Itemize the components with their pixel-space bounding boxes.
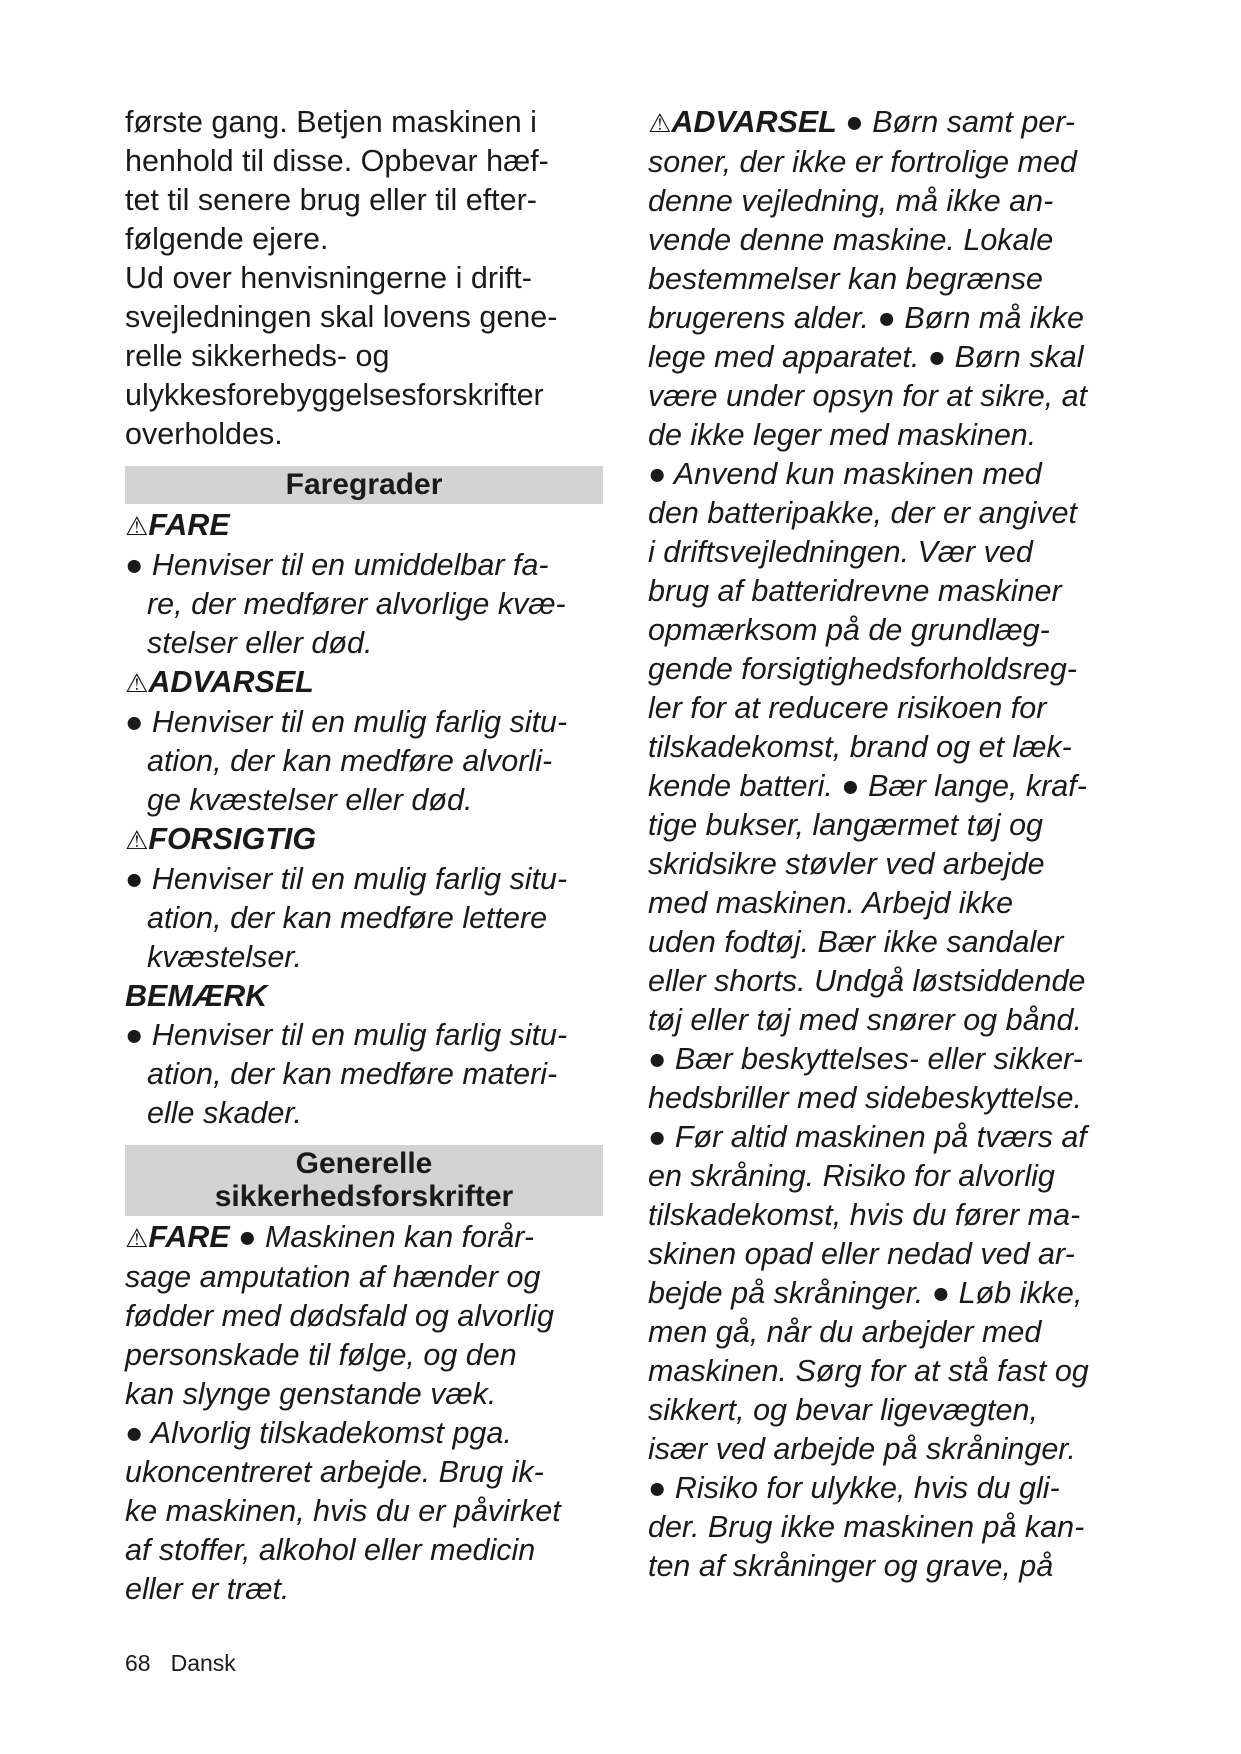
text-line: tøj eller tøj med snører og bånd. (648, 1003, 1082, 1037)
warning-triangle-icon: ⚠ (125, 1223, 149, 1253)
text-line: elle skader. (147, 1096, 302, 1130)
text-line: Ud over henvisningerne i drift- (125, 261, 532, 295)
text-line: brugerens alder. ● Børn må ikke (648, 301, 1084, 335)
text-line: stelser eller død. (147, 626, 373, 660)
text-line: ten af skråninger og grave, på (648, 1549, 1054, 1583)
section-heading-general-safety (125, 1145, 603, 1216)
advarsel-label: ⚠ADVARSEL (125, 665, 314, 699)
text-line: kende batteri. ● Bær lange, kraf- (648, 769, 1087, 803)
text-line: den batteripakke, der er angivet (648, 496, 1077, 530)
text-line: ke maskinen, hvis du er påvirket (125, 1494, 561, 1528)
text-line: sikkert, og bevar ligevægten, (648, 1393, 1038, 1427)
text-line: relle sikkerheds- og (125, 339, 390, 373)
page-footer (125, 1650, 256, 1677)
fare-label: ⚠FARE (125, 508, 230, 542)
text-line: soner, der ikke er fortrolige med (648, 145, 1077, 179)
text-line: kvæstelser. (147, 940, 302, 974)
text-line: opmærksom på de grundlæg- (648, 613, 1050, 647)
text-line: bestemmelser kan begrænse (648, 262, 1043, 296)
text-line: ukoncentreret arbejde. Brug ik- (125, 1455, 544, 1489)
text-line: tilskadekomst, brand og et læk- (648, 730, 1072, 764)
text-line: overholdes. (125, 417, 283, 451)
section-heading-faregrader: Faregrader (125, 466, 603, 504)
text-line: sage amputation af hænder og (125, 1260, 541, 1294)
text-line: kan slynge genstande væk. (125, 1377, 497, 1411)
heading-line: Generelle (295, 1147, 433, 1180)
text-line: ⚠ADVARSEL ● Børn samt per- (648, 105, 1076, 139)
warning-triangle-icon: ⚠ (125, 511, 149, 541)
text-line: første gang. Betjen maskinen i (125, 105, 537, 139)
intro-paragraph (125, 103, 603, 454)
text-line: af stoffer, alkohol eller medicin (125, 1533, 536, 1567)
text-line: være under opsyn for at sikre, at (648, 379, 1088, 413)
text-line: lege med apparatet. ● Børn skal (648, 340, 1084, 374)
fare-description (125, 546, 603, 663)
text-line: ⚠FARE ● Maskinen kan forår- (125, 1220, 535, 1254)
text-line: hedsbriller med sidebeskyttelse. (648, 1081, 1082, 1115)
text-line: en skråning. Risiko for alvorlig (648, 1159, 1055, 1193)
text-line: ● Risiko for ulykke, hvis du gli- (648, 1471, 1060, 1505)
warning-triangle-icon: ⚠ (125, 825, 149, 855)
warning-triangle-icon: ⚠ (125, 668, 149, 698)
right-column (648, 103, 1126, 1586)
text-line: re, der medfører alvorlige kvæ- (147, 587, 566, 621)
text-line: men gå, når du arbejder med (648, 1315, 1042, 1349)
text-line: tilskadekomst, hvis du fører ma- (648, 1198, 1081, 1232)
text-line: ation, der kan medføre lettere (147, 901, 548, 935)
text-line: ● Bær beskyttelses- eller sikker- (648, 1042, 1083, 1076)
text-line: ● Alvorlig tilskadekomst pga. (125, 1416, 512, 1450)
page-number: 68 (125, 1650, 151, 1676)
text-line: ● Anvend kun maskinen med (648, 457, 1042, 491)
text-line: i driftsvejledningen. Vær ved (648, 535, 1033, 569)
forsigtig-description (125, 860, 603, 977)
text-line: ulykkesforebyggelsesforskrifter (125, 378, 544, 412)
left-column (125, 103, 603, 1609)
bemaerk-label: BEMÆRK (125, 979, 268, 1013)
language-label: Dansk (170, 1650, 236, 1676)
text-line: ation, der kan medføre alvorli- (147, 744, 553, 778)
text-line: eller er træt. (125, 1572, 290, 1606)
text-line: skinen opad eller nedad ved ar- (648, 1237, 1075, 1271)
text-line: ● Henviser til en umiddelbar fa- (125, 548, 549, 582)
text-line: der. Brug ikke maskinen på kan- (648, 1510, 1085, 1544)
text-line: eller shorts. Undgå løstsiddende (648, 964, 1086, 998)
text-line: ge kvæstelser eller død. (147, 783, 473, 817)
text-line: tet til senere brug eller til efter- (125, 183, 537, 217)
advarsel-description (125, 703, 603, 820)
text-line: tige bukser, langærmet tøj og (648, 808, 1043, 842)
text-line: brug af batteridrevne maskiner (648, 574, 1062, 608)
text-line: skridsikre støvler ved arbejde (648, 847, 1045, 881)
text-line: ation, der kan medføre materi- (147, 1057, 558, 1091)
text-line: ● Henviser til en mulig farlig situ- (125, 1018, 568, 1052)
text-line: maskinen. Sørg for at stå fast og (648, 1354, 1089, 1388)
text-line: svejledningen skal lovens gene- (125, 300, 558, 334)
text-line: ● Henviser til en mulig farlig situ- (125, 705, 568, 739)
forsigtig-label: ⚠FORSIGTIG (125, 822, 317, 856)
text-line: følgende ejere. (125, 222, 329, 256)
text-line: personskade til følge, og den (125, 1338, 517, 1372)
text-line: især ved arbejde på skråninger. (648, 1432, 1076, 1466)
text-line: ● Henviser til en mulig farlig situ- (125, 862, 568, 896)
general-safety-paragraph (125, 1218, 603, 1609)
text-line: denne vejledning, må ikke an- (648, 184, 1054, 218)
text-line: gende forsigtighedsforholdsreg- (648, 652, 1077, 686)
text-line: henhold til disse. Opbevar hæf- (125, 144, 549, 178)
bemaerk-description (125, 1016, 603, 1133)
text-line: ler for at reducere risikoen for (648, 691, 1047, 725)
text-line: bejde på skråninger. ● Løb ikke, (648, 1276, 1083, 1310)
text-line: uden fodtøj. Bær ikke sandaler (648, 925, 1064, 959)
text-line: fødder med dødsfald og alvorlig (125, 1299, 554, 1333)
text-line: med maskinen. Arbejd ikke (648, 886, 1014, 920)
text-line: vende denne maskine. Lokale (648, 223, 1054, 257)
text-line: de ikke leger med maskinen. (648, 418, 1037, 452)
warning-triangle-icon: ⚠ (648, 108, 672, 138)
text-line: ● Før altid maskinen på tværs af (648, 1120, 1087, 1154)
heading-line: sikkerhedsforskrifter (214, 1180, 514, 1213)
